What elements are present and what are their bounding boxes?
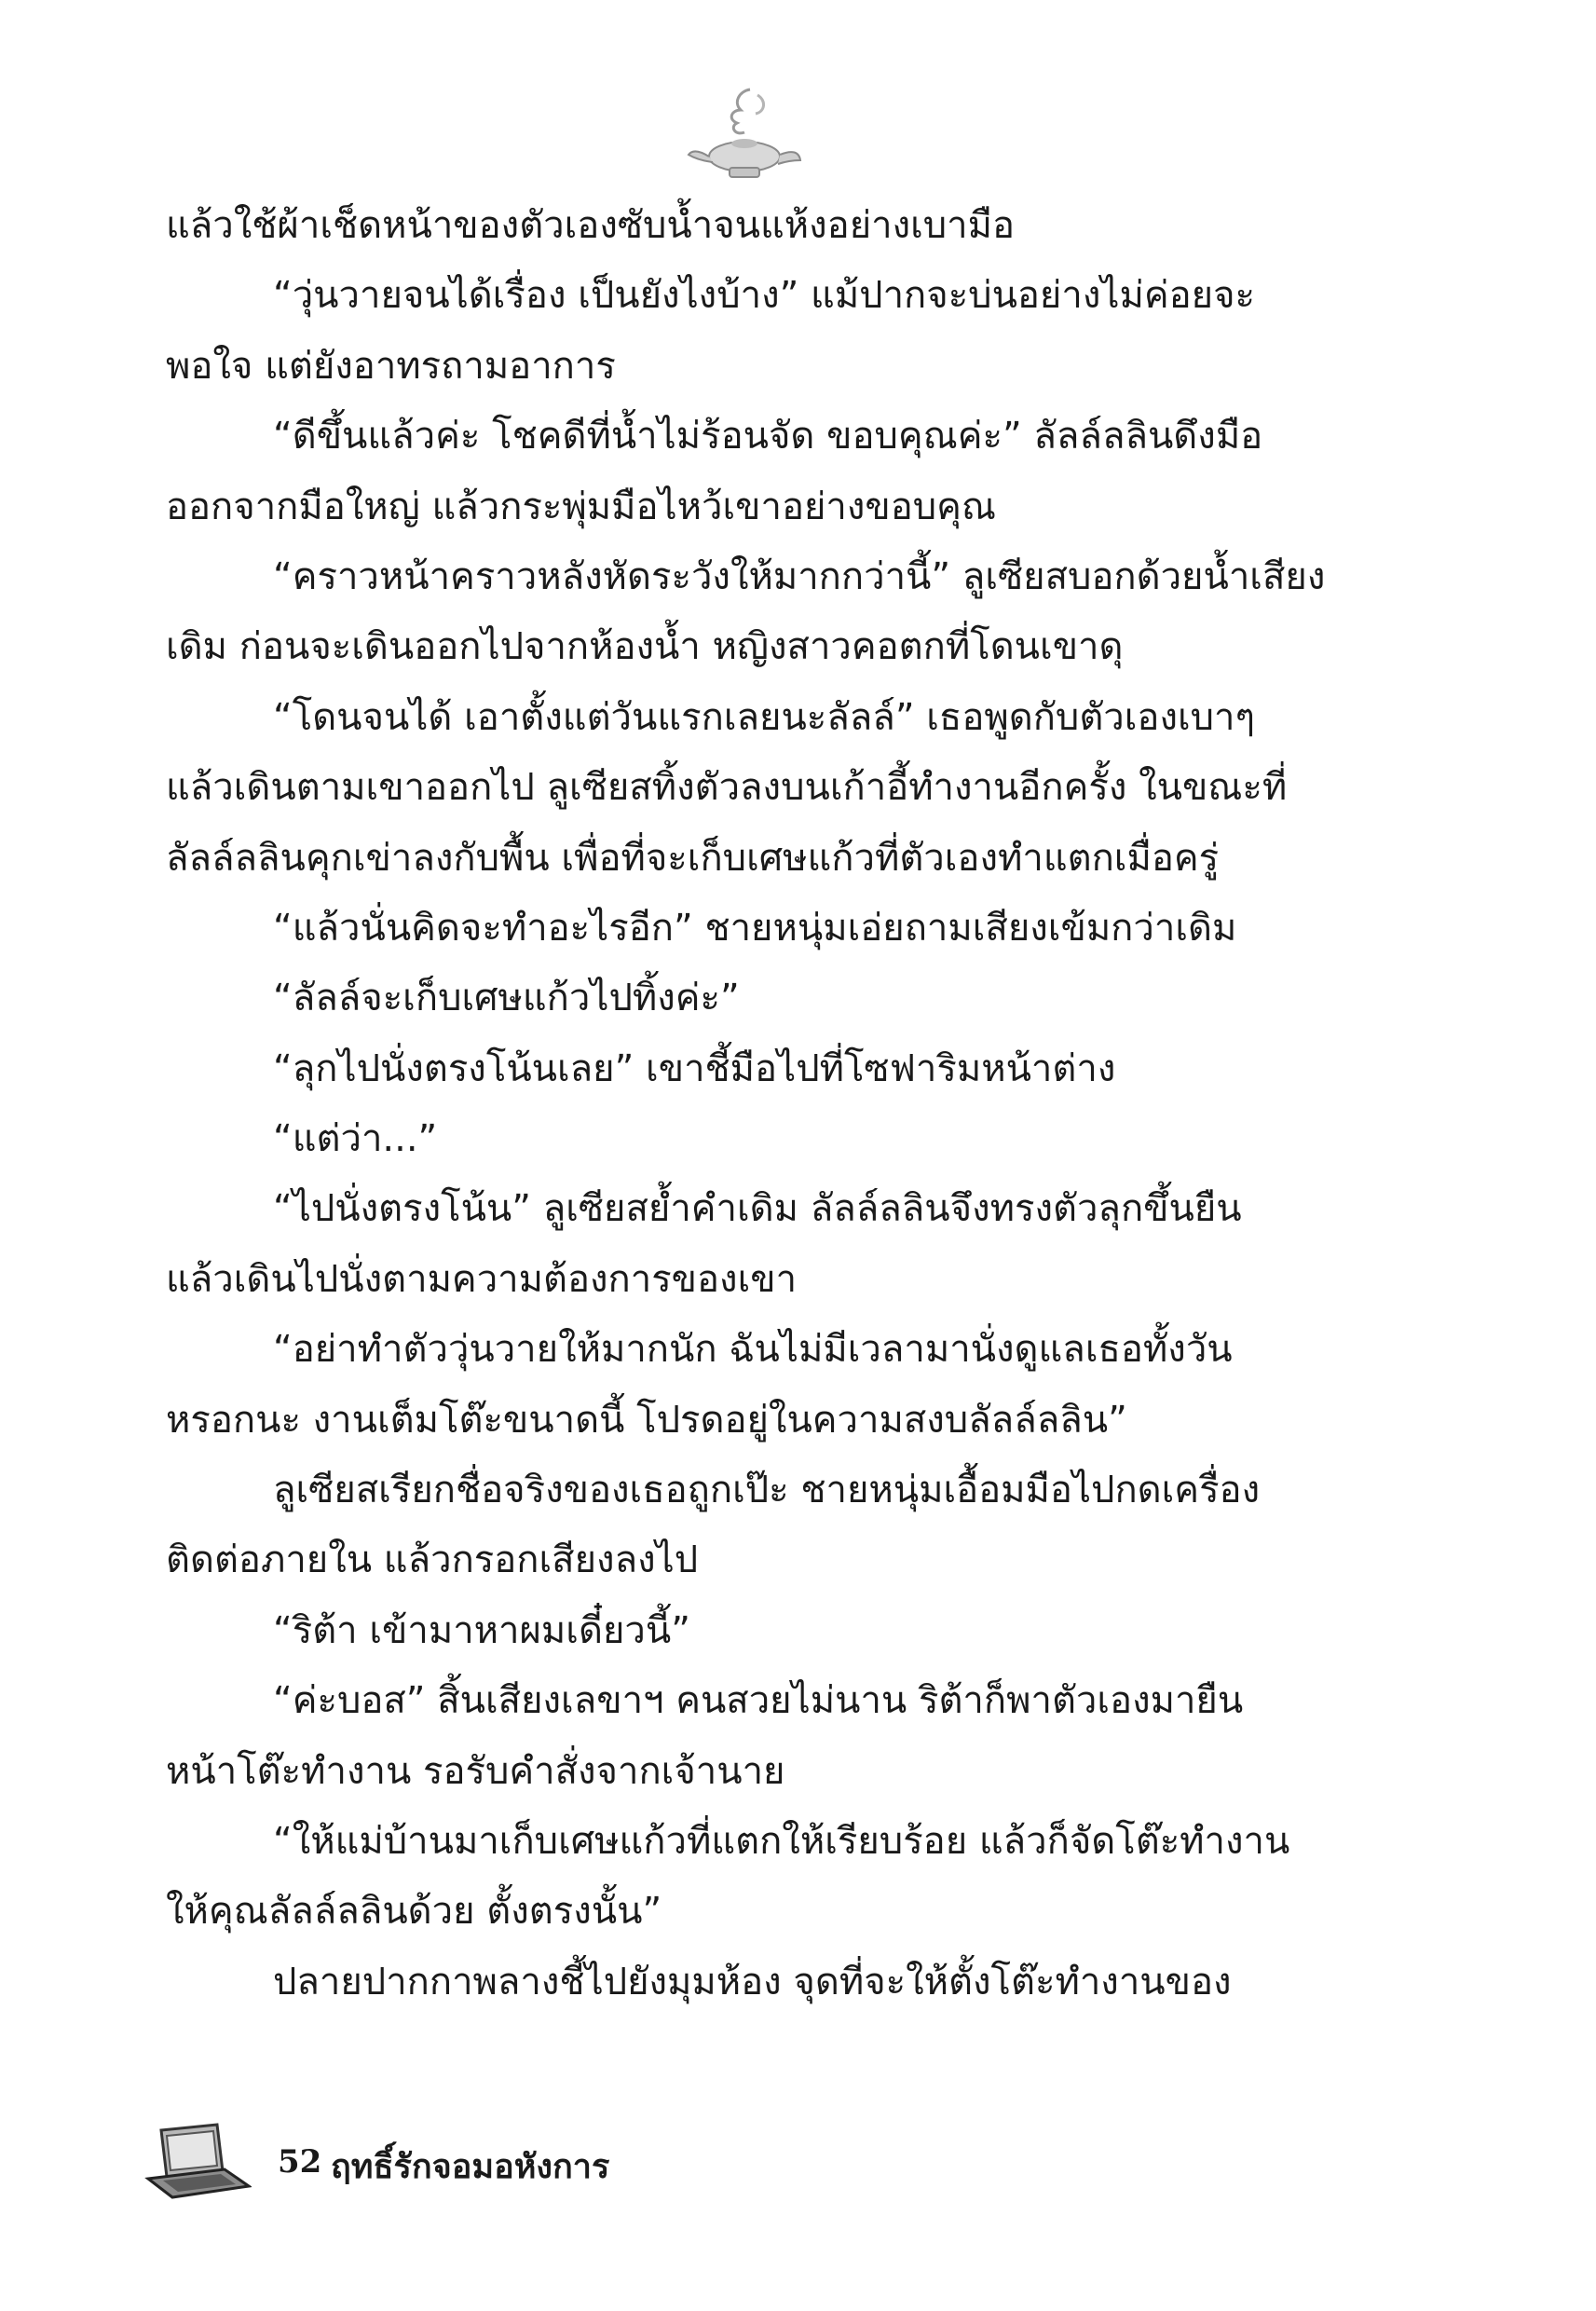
text-line: เดิม ก่อนจะเดินออกไปจากห้องน้ำ หญิงสาวคอตกที่โดนเขาดุ: [166, 625, 1124, 669]
body-text: [166, 191, 1326, 2017]
text-line: “ลุกไปนั่งตรงโน้นเลย” เขาชี้มือไปที่โซฟาริมหน้าต่าง: [273, 1046, 1116, 1090]
text-line: “ค่ะบอส” สิ้นเสียงเลขาฯ คนสวยไม่นาน ริต้าก็พาตัวเองมายืน: [273, 1679, 1244, 1723]
book-title: ฤทธิ์รักจอมอหังการ: [331, 2148, 610, 2186]
text-line: ปลายปากกาพลางชี้ไปยังมุมห้อง จุดที่จะให้ตั้งโต๊ะทำงานของ: [273, 1960, 1232, 2003]
text-line: ติดต่อภายใน แล้วกรอกเสียงลงไป: [166, 1538, 699, 1582]
text-line: ลัลล์ลลินคุกเข่าลงกับพื้น เพื่อที่จะเก็บเศษแก้วที่ตัวเองทำแตกเมื่อครู่: [166, 836, 1220, 880]
page-number: 52: [278, 2143, 322, 2181]
laptop-icon: [144, 2123, 252, 2202]
text-line: ให้คุณลัลล์ลลินด้วย ตั้งตรงนั้น”: [166, 1890, 662, 1934]
text-line: ลูเซียสเรียกชื่อจริงของเธอถูกเป๊ะ ชายหนุ่มเอื้อมมือไปกดเครื่อง: [273, 1469, 1261, 1512]
text-line: แล้วใช้ผ้าเช็ดหน้าของตัวเองซับน้ำจนแห้งอย่างเบามือ: [166, 204, 1016, 247]
page-footer: [144, 2123, 797, 2207]
text-line: พอใจ แต่ยังอาทรถามอาการ: [166, 344, 616, 388]
text-line: “คราวหน้าคราวหลังหัดระวังให้มากกว่านี้” ลูเซียสบอกด้วยน้ำเสียง: [273, 554, 1326, 598]
text-line: “อย่าทำตัววุ่นวายให้มากนัก ฉันไม่มีเวลามานั่งดูแลเธอทั้งวัน: [273, 1328, 1233, 1372]
text-line: “ลัลล์จะเก็บเศษแก้วไปทิ้งค่ะ”: [273, 977, 740, 1020]
genie-lamp-icon: [685, 82, 806, 185]
text-line: “โดนจนได้ เอาตั้งแต่วันแรกเลยนะลัลล์” เธอพูดกับตัวเองเบาๆ: [273, 695, 1255, 739]
text-line: แล้วเดินตามเขาออกไป ลูเซียสทิ้งตัวลงบนเก้าอี้ทำงานอีกครั้ง ในขณะที่: [166, 766, 1288, 810]
text-line: “ดีขึ้นแล้วค่ะ โชคดีที่น้ำไม่ร้อนจัด ขอบคุณค่ะ” ลัลล์ลลินดึงมือ: [273, 415, 1263, 458]
text-line: ออกจากมือใหญ่ แล้วกระพุ่มมือไหว้เขาอย่างขอบคุณ: [166, 485, 997, 528]
text-line: หน้าโต๊ะทำงาน รอรับคำสั่งจากเจ้านาย: [166, 1749, 785, 1793]
text-line: “ริต้า เข้ามาหาผมเดี๋ยวนี้”: [273, 1608, 690, 1652]
text-line: “ไปนั่งตรงโน้น” ลูเซียสย้ำคำเดิม ลัลล์ลลินจึงทรงตัวลุกขึ้นยืน: [273, 1187, 1242, 1231]
text-line: “ให้แม่บ้านมาเก็บเศษแก้วที่แตกให้เรียบร้อย แล้วก็จัดโต๊ะทำงาน: [273, 1819, 1290, 1863]
text-line: หรอกนะ งานเต็มโต๊ะขนาดนี้ โปรดอยู่ในความสงบลัลล์ลลิน”: [166, 1398, 1127, 1442]
text-line: “วุ่นวายจนได้เรื่อง เป็นยังไงบ้าง” แม้ปากจะบ่นอย่างไม่ค่อยจะ: [273, 274, 1255, 318]
text-line: “แล้วนั่นคิดจะทำอะไรอีก” ชายหนุ่มเอ่ยถามเสียงเข้มกว่าเดิม: [273, 906, 1237, 950]
text-line: แล้วเดินไปนั่งตามความต้องการของเขา: [166, 1257, 798, 1301]
text-line: “แต่ว่า...”: [273, 1117, 438, 1161]
